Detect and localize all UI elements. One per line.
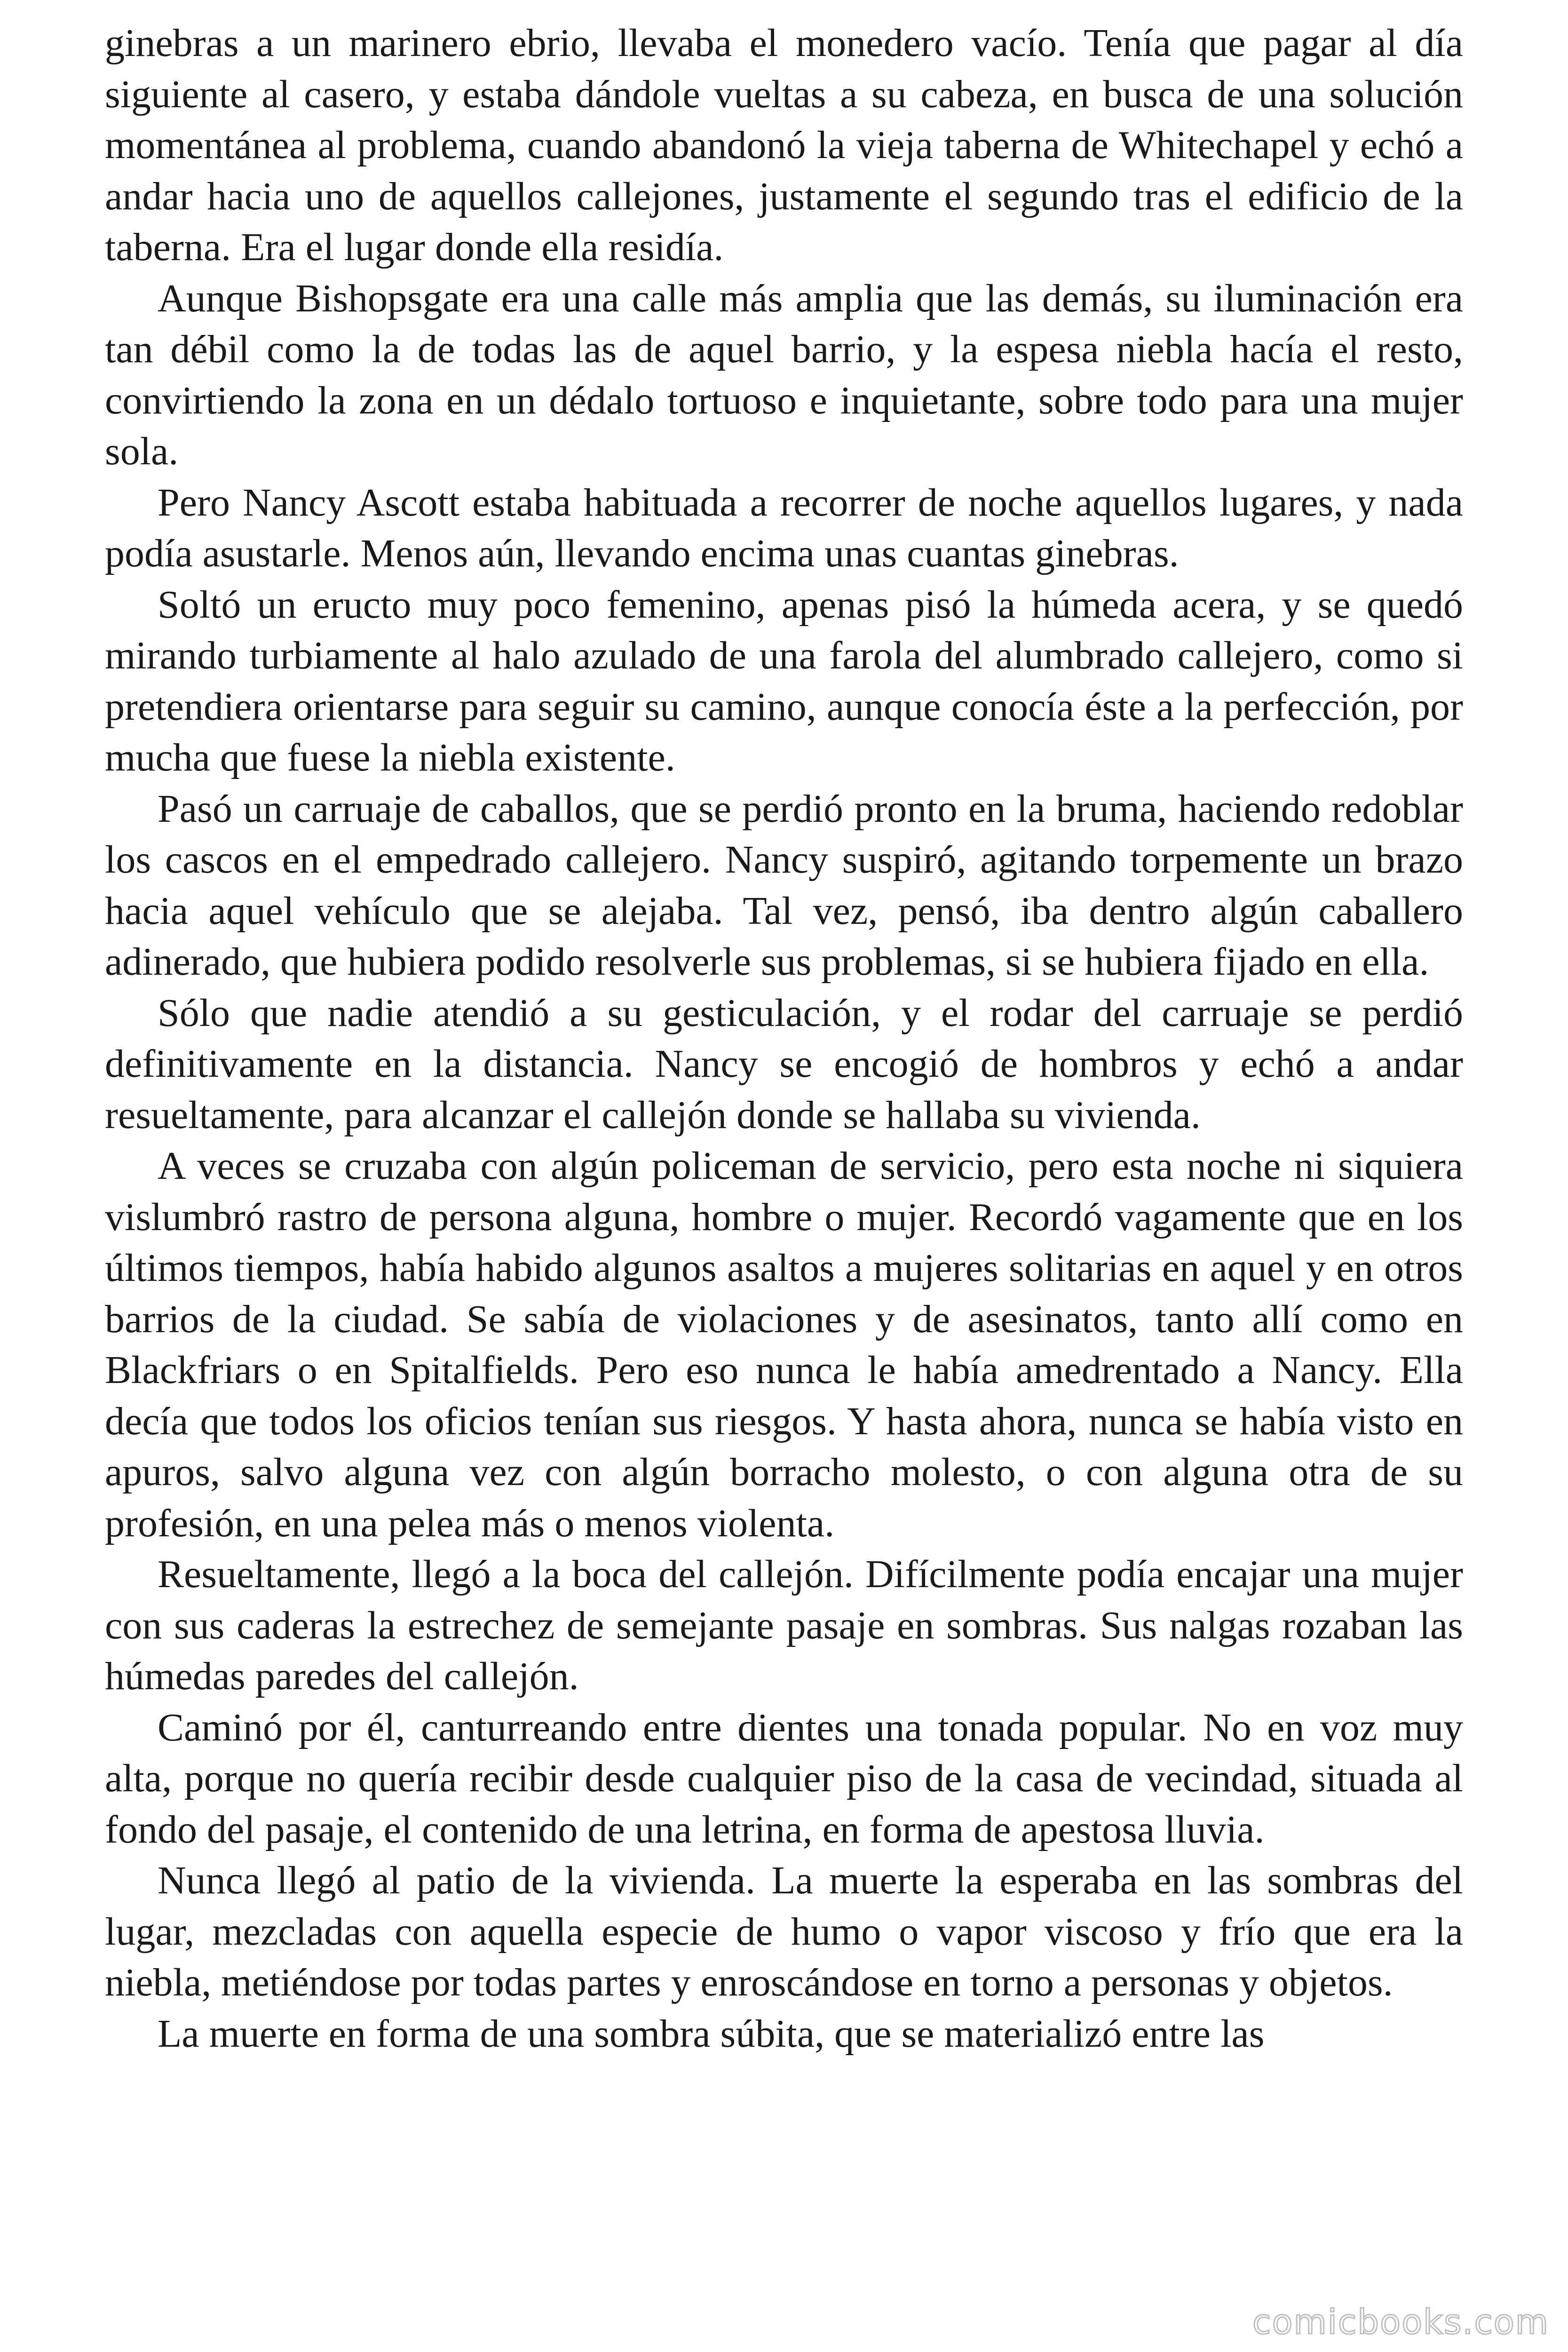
paragraph: Soltó un eructo muy poco femenino, apenas pisó la húmeda acera, y se quedó mirando turbiamente al halo azulado de una farola del alumbrado callejero, como si pretendiera orientarse para seguir su camino, aunque conocía éste a la perfección, por mucha que fuese la niebla existente. bbox=[105, 582, 1463, 779]
watermark-logo: comicbooks.com bbox=[1252, 2302, 1549, 2342]
paragraph: Pero Nancy Ascott estaba habituada a recorrer de noche aquellos lugares, y nada podía asustarle. Menos aún, llevando encima unas cuantas ginebras. bbox=[105, 480, 1463, 575]
paragraph: A veces se cruzaba con algún policeman de servicio, pero esta noche ni siquiera vislumbró rastro de persona alguna, hombre o mujer. Recordó vagamente que en los últimos tiempos, había habido algunos asaltos a mujeres solitarias en aquel y en otros barrios de la ciudad. Se sabía de violaciones y de asesinatos, tanto allí como en Blackfriars o en Spitalfields. Pero eso nunca le había amedrentado a Nancy. Ella decía que todos los oficios tenían sus riesgos. Y hasta ahora, nunca se había visto en apuros, salvo alguna vez con algún borracho molesto, o con alguna otra de su profesión, en una pelea más o menos violenta. bbox=[105, 1144, 1463, 1545]
paragraph: Caminó por él, canturreando entre dientes una tonada popular. No en voz muy alta, porque no quería recibir desde cualquier piso de la casa de vecindad, situada al fondo del pasaje, el contenido de una letrina, en forma de apestosa lluvia. bbox=[105, 1705, 1463, 1851]
paragraph: Sólo que nadie atendió a su gesticulación, y el rodar del carruaje se perdió definitivamente en la distancia. Nancy se encogió de hombros y echó a andar resueltamente, para alcanzar el callejón donde se hallaba su vivienda. bbox=[105, 991, 1463, 1137]
paragraph: Aunque Bishopsgate era una calle más amplia que las demás, su iluminación era tan débil como la de todas las de aquel barrio, y la espesa niebla hacía el resto, convirtiendo la zona en un dédalo tortuoso e inquietante, sobre todo para una mujer sola. bbox=[105, 276, 1463, 473]
paragraph: Resueltamente, llegó a la boca del callejón. Difícilmente podía encajar una mujer con sus caderas la estrechez de semejante pasaje en sombras. Sus nalgas rozaban las húmedas paredes del callejón. bbox=[105, 1552, 1463, 1698]
book-page-text bbox=[105, 18, 1463, 2059]
paragraph: La muerte en forma de una sombra súbita, que se materializó entre las bbox=[158, 2011, 1265, 2056]
paragraph: ginebras a un marinero ebrio, llevaba el monedero vacío. Tenía que pagar al día siguiente al casero, y estaba dándole vueltas a su cabeza, en busca de una solución momentánea al problema, cuando abandonó la vieja taberna de Whitechapel y echó a andar hacia uno de aquellos callejones, justamente el segundo tras el edificio de la taberna. Era el lugar donde ella residía. bbox=[105, 21, 1463, 269]
paragraph: Nunca llegó al patio de la vivienda. La muerte la esperaba en las sombras del lugar, mezcladas con aquella especie de humo o vapor viscoso y frío que era la niebla, metiéndose por todas partes y enroscándose en torno a personas y objetos. bbox=[105, 1859, 1463, 2004]
paragraph: Pasó un carruaje de caballos, que se perdió pronto en la bruma, haciendo redoblar los cascos en el empedrado callejero. Nancy suspiró, agitando torpemente un brazo hacia aquel vehículo que se alejaba. Tal vez, pensó, iba dentro algún caballero adinerado, que hubiera podido resolverle sus problemas, si se hubiera fijado en ella. bbox=[105, 787, 1463, 984]
